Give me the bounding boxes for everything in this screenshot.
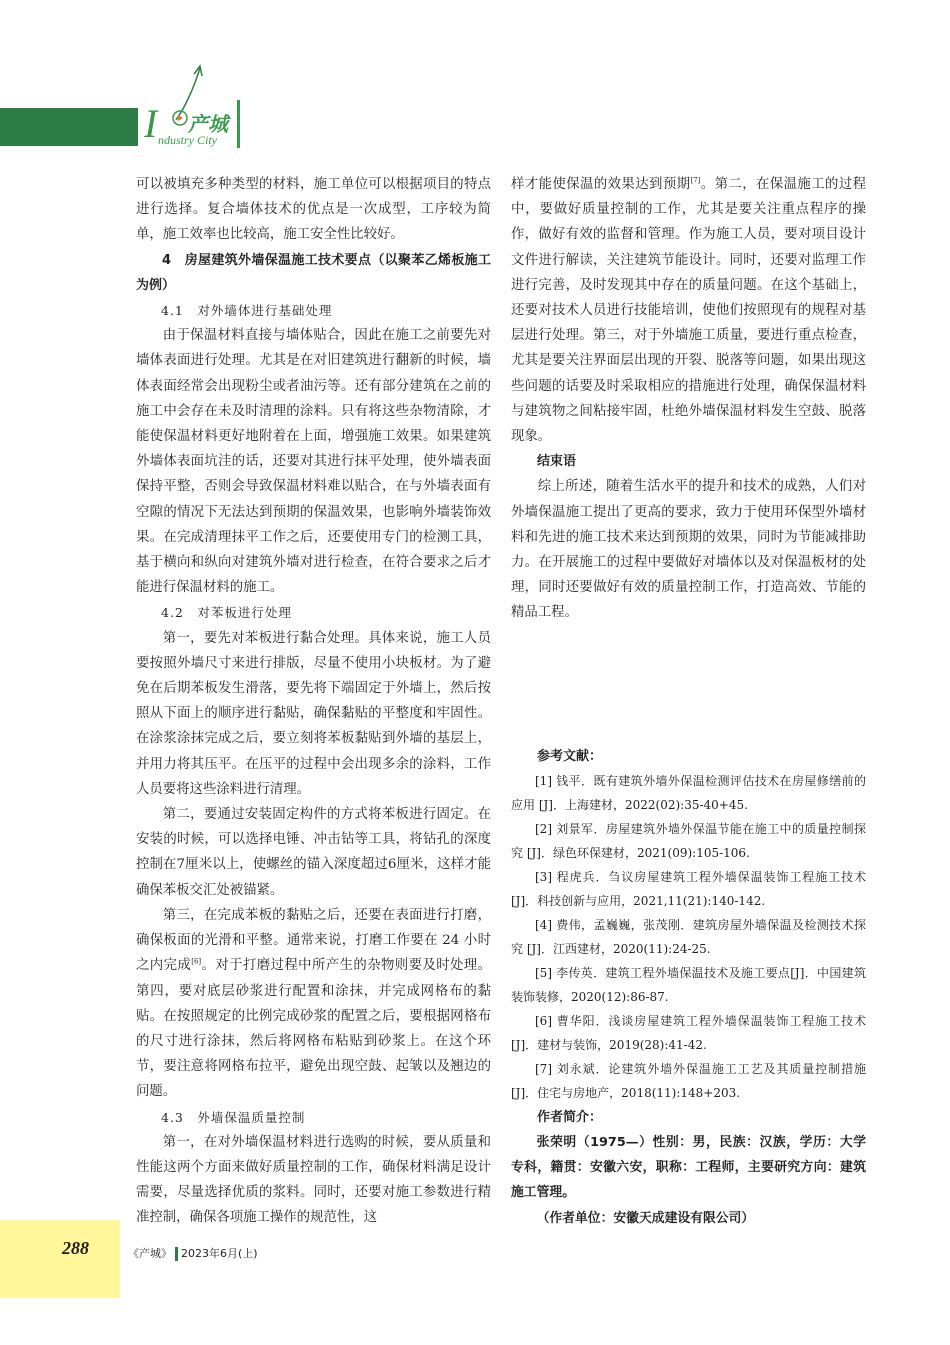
intro-paragraph: 可以被填充多种类型的材料，施工单位可以根据项目的特点进行选择。复合墙体技术的优点是一次成型，工序较为简单，施工效率也比较高，施工安全性比较好。 <box>136 177 491 243</box>
section-4-1-title: 4.1 对外墙体进行基础处理 <box>161 303 333 319</box>
section-4-2-paragraph-1: 第一，要先对苯板进行黏合处理。具体来说，施工人员要按照外墙尺寸来进行排版，尽量不使用小块板材。为了避免在后期苯板发生滑落，要先将下端固定于外墙上，然后按照从下面上的顺序进行黏贴，确保黏贴的平整度和牢固性。在涂浆涂抹完成之后，要立刻将苯板黏贴到外墙的基层上，并用力将其压平。在压平的过程中会出现多余的涂料，工作人员要将这些涂料进行清理。 <box>136 630 491 797</box>
footer-divider <box>175 1247 178 1261</box>
footer-issue: 2023年6月(上) <box>181 1247 258 1260</box>
section-4-title: 4 房屋建筑外墙保温施工技术要点（以聚苯乙烯板施工为例） <box>136 252 491 293</box>
reference-item: [7] 刘永斌．论建筑外墙外保温施工工艺及其质量控制措施 [J]．住宅与房地产，2018(11):148+203. <box>511 1061 866 1100</box>
footer <box>128 1245 258 1261</box>
left-column <box>136 172 491 1231</box>
reference-item: [5] 李传英．建筑工程外墙保温技术及施工要点[J]．中国建筑装饰装修，2020(12):86-87. <box>511 965 866 1004</box>
conclusion-title: 结束语 <box>537 454 577 470</box>
footer-journal: 《产城》 <box>128 1247 172 1260</box>
journal-logo <box>138 60 268 160</box>
author-unit: （作者单位：安徽天成建设有限公司） <box>536 1210 755 1226</box>
continued-paragraph: 样才能使保温的效果达到预期[7]。第二，在保温施工的过程中，要做好质量控制的工作，尤其是要关注重点程序的操作，做好有效的监督和管理。作为施工人员，要对项目设计文件进行解读，关注建筑节能设计。同时，还要对监理工作进行完善，及时发现其中存在的质量问题。在这个基础上，还要对技术人员进行技能培训，使他们按照现有的规程对基层进行处理。第三，对于外墙施工质量，要进行重点检查，尤其是要关注界面层出现的开裂、脱落等问题，如果出现这些问题的话要及时采取相应的措施进行处理，确保保温材料与建筑物之间粘接牢固，杜绝外墙保温材料发生空鼓、脱落现象。 <box>511 176 867 445</box>
author-title: 作者简介： <box>537 1109 603 1125</box>
reference-item: [6] 曹华阳．浅谈房屋建筑工程外墙保温装饰工程施工技术 [J]．建材与装饰，2019(28):41-42. <box>511 1013 866 1052</box>
page-number-box <box>0 1220 120 1298</box>
reference-item: [1] 钱平．既有建筑外墙外保温检测评估技术在房屋修缮前的应用 [J]．上海建材，2022(02):35-40+45. <box>511 773 866 812</box>
reference-item: [4] 费伟，孟巍巍，张茂刚．建筑房屋外墙保温及检测技术探究 [J]．江西建材，2020(11):24-25. <box>511 917 866 956</box>
section-4-2-title: 4.2 对苯板进行处理 <box>161 605 292 621</box>
logo-english: ndustry City <box>158 133 217 147</box>
section-4-1-paragraph: 由于保温材料直接与墙体贴合，因此在施工之前要先对墙体表面进行处理。尤其是在对旧建筑进行翻新的时候，墙体表面经常会出现粉尘或者油污等。还有部分建筑在之前的施工中会存在未及时清理的涂料。只有将这些杂物清除，才能使保温材料更好地附着在上面，增强施工效果。如果建筑外墙体表面坑洼的话，还要对其进行抹平处理，使外墙表面保持平整，否则会导致保温材料难以贴合，在与外墙表面有空隙的情况下无法达到预期的保温效果，也影响外墙装饰效果。在完成清理抹平工作之后，还要使用专门的检测工具，基于横向和纵向对建筑外墙对进行检查，在符合要求之后才能进行保温材料的施工。 <box>136 328 491 596</box>
logo-letter: I <box>144 101 158 146</box>
citation-6: [6] <box>191 957 202 966</box>
conclusion-paragraph: 综上所述，随着生活水平的提升和技术的成熟，人们对外墙保温施工提出了更高的要求，致力于使用环保型外墙材料和先进的施工技术来达到预期的效果，同时为节能减排助力。在开展施工的过程中要做好对墙体以及对保温板材的处理，同时还要做好有效的质量控制工作，打造高效、节能的精品工程。 <box>511 479 866 621</box>
section-4-2-paragraph-2: 第二，要通过安装固定构件的方式将苯板进行固定。在安装的时候，可以选择电锤、冲击钻等工具，将钻孔的深度控制在7厘米以上，使螺丝的锚入深度超过6厘米，这样才能确保苯板交汇处被锚紧。 <box>136 807 491 898</box>
logo-chinese: 产城 <box>188 112 228 136</box>
references-list <box>511 769 866 1105</box>
reference-item: [3] 程虎兵．刍议房屋建筑工程外墙保温装饰工程施工技术 [J]．科技创新与应用，2021,11(21):140-142. <box>511 869 866 908</box>
references-title: 参考文献： <box>537 748 603 764</box>
page-number: 288 <box>62 1238 89 1258</box>
header-green-bar <box>0 108 138 146</box>
right-column <box>511 172 866 1231</box>
section-4-3-title: 4.3 外墙保温质量控制 <box>161 1109 306 1125</box>
reference-item: [2] 刘景军．房屋建筑外墙外保温节能在施工中的质量控制探究 [J]．绿色环保建材，2021(09):105-106. <box>511 821 866 860</box>
section-4-2-paragraph-3: 第三，在完成苯板的黏贴之后，还要在表面进行打磨，确保板面的光滑和平整。通常来说，打磨工作要在 24 小时之内完成[6]。对于打磨过程中所产生的杂物则要及时处理。第四，要对底层砂浆进行配置和涂抹，并完成网格布的黏贴。在按照规定的比例完成砂浆的配置之后，要根据网格布的尺寸进行涂抹，然后将网格布粘贴到砂浆上。在这个环节，要注意将网格布拉平，避免出现空鼓、起皱以及翘边的问题。 <box>136 907 492 1100</box>
citation-7: [7] <box>690 176 701 185</box>
section-4-3-paragraph: 第一，在对外墙保温材料进行选购的时候，要从质量和性能这两个方面来做好质量控制的工作，确保材料满足设计需要，尽量选择优质的浆料。同时，还要对施工参数进行精准控制，确保各项施工操作的规范性，这 <box>136 1134 491 1226</box>
author-bio: 张荣明（1975—）性别：男，民族：汉族，学历：大学专科，籍贯：安徽六安，职称：工程师，主要研究方向：建筑施工管理。 <box>511 1135 866 1201</box>
logo-divider <box>237 100 240 148</box>
